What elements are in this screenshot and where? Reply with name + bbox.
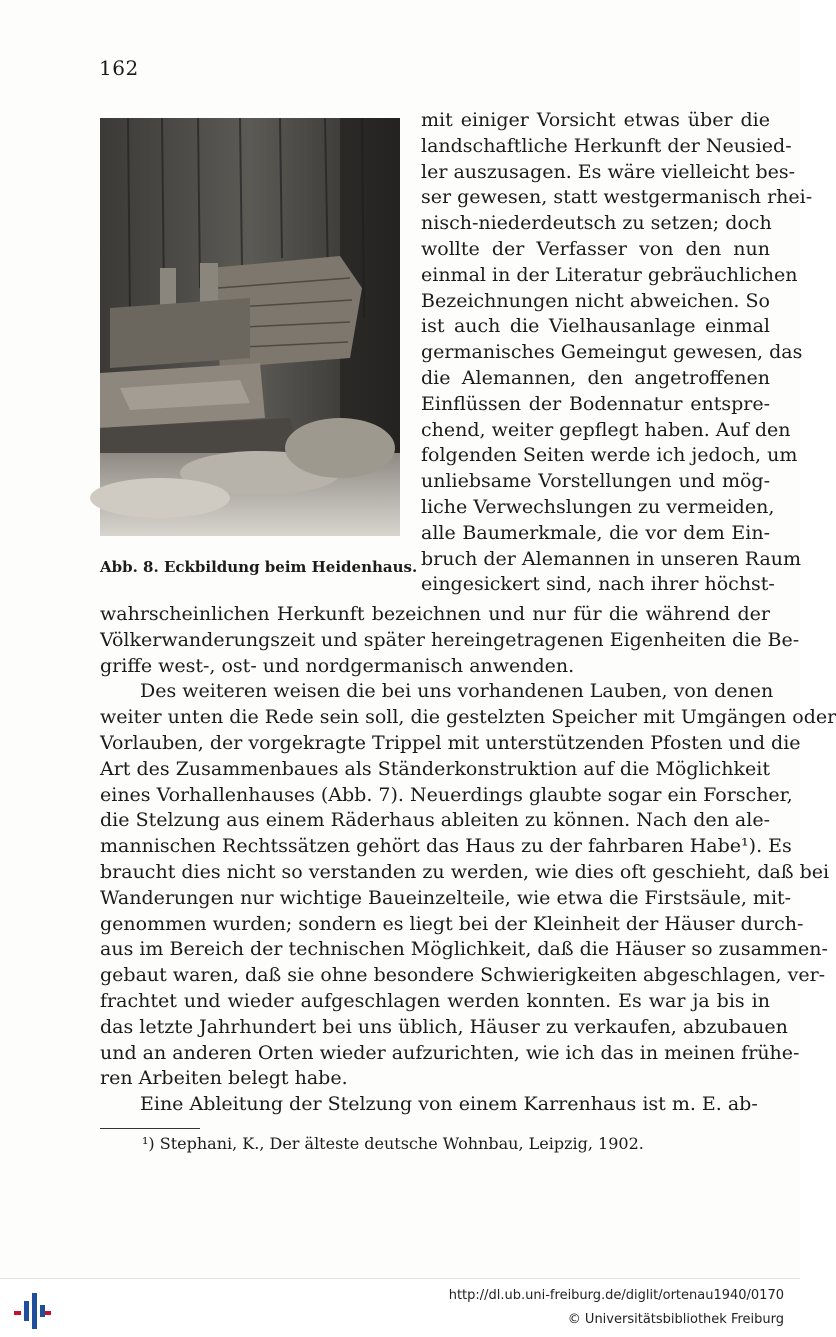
text-line: liche Verwechslungen zu vermeiden, [421,495,775,518]
text-column-narrow [421,108,813,598]
text-line: ist auch die Vielhausanlage einmal [421,315,770,338]
text-line: ren Arbeiten belegt habe. [100,1067,348,1090]
viewer-footer [0,1278,800,1337]
figure-photo [100,118,400,536]
text-line: genommen wurden; sondern es liegt bei der Kleinheit der Häuser durch- [100,912,804,935]
figure-caption: Abb. 8. Eckbildung beim Heidenhaus. [100,558,418,576]
text-line: Bezeichnungen nicht abweichen. So [421,289,770,312]
text-line: wollte der Verfasser von den nun [421,237,770,260]
text-line: ler auszusagen. Es wäre vielleicht bes- [421,160,796,183]
text-line: bruch der Alemannen in unseren Raum [421,547,802,570]
text-line: frachtet und wieder aufgeschlagen werden konnten. Es war ja bis in [100,989,770,1012]
text-line: die Stelzung aus einem Räderhaus ableiten zu können. Nach den ale- [100,809,770,832]
text-line: und an anderen Orten wieder aufzurichten, wie ich das in meinen frühe- [100,1041,800,1064]
text-column-full [100,602,836,1118]
text-line: mannischen Rechtssätzen gehört das Haus zu der fahrbaren Habe¹). Es [100,835,792,858]
text-line: Vorlauben, der vorgekragte Trippel mit unterstützenden Pfosten und die [100,731,801,754]
text-line: weiter unten die Rede sein soll, die gestelzten Speicher mit Umgängen oder [100,706,836,729]
text-line: landschaftliche Herkunft der Neusied- [421,134,792,157]
text-line: alle Baumerkmale, die vor dem Ein- [421,521,770,544]
text-line: mit einiger Vorsicht etwas über die [421,109,770,131]
text-line: Eine Ableitung der Stelzung von einem Karrenhaus ist m. E. ab- [140,1093,758,1116]
text-line: eines Vorhallenhauses (Abb. 7). Neuerdings glaubte sogar ein Forscher, [100,783,793,806]
copyright-notice: © Universitätsbibliothek Freiburg [567,1312,784,1327]
text-line: unliebsame Vorstellungen und mög- [421,470,770,493]
text-line: braucht dies nicht so verstanden zu werden, wie dies oft geschieht, daß bei [100,860,830,883]
text-line: das letzte Jahrhundert bei uns üblich, Häuser zu verkaufen, abzubauen [100,1015,788,1038]
text-line: die Alemannen, den angetroffenen [421,366,770,389]
footnote: ¹) Stephani, K., Der älteste deutsche Wohnbau, Leipzig, 1902. [142,1134,644,1153]
text-line: griffe west-, ost- und nordgermanisch anwenden. [100,654,575,677]
library-logo-icon [12,1291,52,1331]
text-line: folgenden Seiten werde ich jedoch, um [421,444,798,467]
permalink-url[interactable]: http://dl.ub.uni-freiburg.de/diglit/ortenau1940/0170 [448,1288,784,1303]
text-line: aus im Bereich der technischen Möglichkeit, daß die Häuser so zusammen- [100,938,828,961]
text-line: wahrscheinlichen Herkunft bezeichnen und nur für die während der [100,603,770,625]
text-line: einmal in der Literatur gebräuchlichen [421,263,798,286]
text-line: nisch-niederdeutsch zu setzen; doch [421,212,772,235]
text-line: Art des Zusammenbaues als Ständerkonstruktion auf die Möglichkeit [100,757,770,780]
text-line: Einflüssen der Bodennatur entspre- [421,392,770,415]
text-line: germanisches Gemeingut gewesen, das [421,341,803,364]
page-number: 162 [99,56,139,80]
photo-corner-joint [100,118,400,536]
text-line: chend, weiter gepflegt haben. Auf den [421,418,791,441]
text-line: eingesickert sind, nach ihrer höchst- [421,573,775,596]
text-line: Völkerwanderungszeit und später hereingetragenen Eigenheiten die Be- [100,628,800,651]
text-line: Wanderungen nur wichtige Baueinzelteile, wie etwa die Firstsäule, mit- [100,886,792,909]
footnote-rule [100,1128,200,1129]
text-line: gebaut waren, daß sie ohne besondere Schwierigkeiten abgeschlagen, ver- [100,964,826,987]
text-line: ser gewesen, statt westgermanisch rhei- [421,186,813,209]
text-line: Des weiteren weisen die bei uns vorhandenen Lauben, von denen [140,680,774,703]
